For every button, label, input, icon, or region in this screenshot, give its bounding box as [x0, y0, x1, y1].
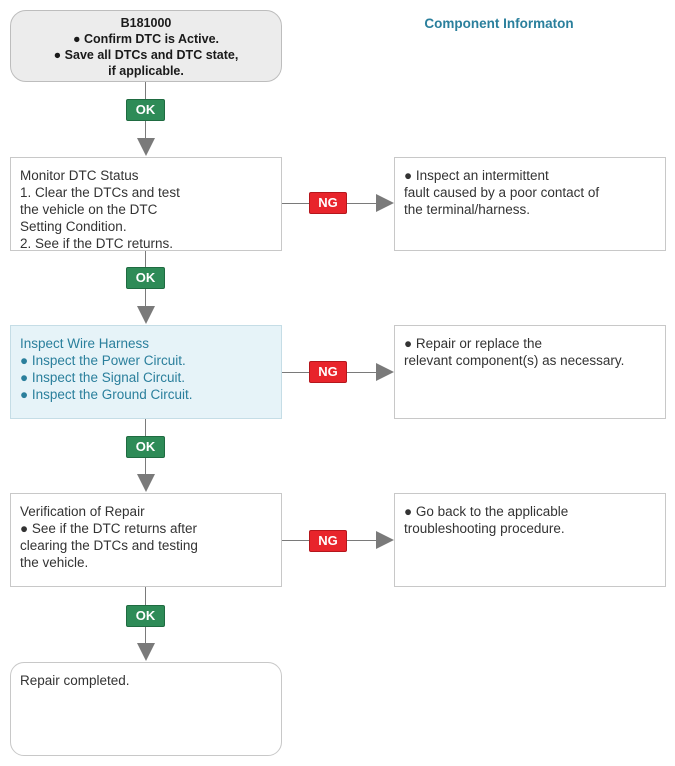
end-box-repair-completed: [10, 662, 282, 756]
start-box: [10, 10, 282, 82]
ng-action-line: relevant component(s) as necessary.: [404, 353, 625, 368]
down-arrow: [137, 643, 155, 661]
right-arrow: [376, 363, 394, 381]
ng-action-box: [394, 325, 666, 419]
ok-badge: OK: [126, 99, 165, 121]
ng-badge: NG: [309, 361, 347, 383]
step-title: Verification of Repair: [20, 504, 145, 519]
step-line: ● See if the DTC returns after: [20, 521, 197, 536]
down-arrow: [137, 138, 155, 156]
step-title: Inspect Wire Harness: [20, 336, 150, 351]
component-information-link[interactable]: Component Informaton: [424, 16, 574, 31]
ok-badge: OK: [126, 436, 165, 458]
ng-action-line: troubleshooting procedure.: [404, 521, 565, 536]
down-arrow: [137, 306, 155, 324]
start-line-applicable: if applicable.: [108, 64, 184, 78]
ng-action-line: fault caused by a poor contact of: [404, 185, 600, 200]
start-line-save: ● Save all DTCs and DTC state,: [53, 48, 239, 62]
step-line: Setting Condition.: [20, 219, 127, 234]
step-line: the vehicle on the DTC: [20, 202, 158, 217]
step-inspect-wire-harness: [10, 325, 282, 419]
step-verification-of-repair: [10, 493, 282, 587]
right-arrow: [376, 194, 394, 212]
step-line: ● Inspect the Power Circuit.: [20, 353, 186, 368]
ng-action-line: ● Inspect an intermittent: [404, 168, 549, 183]
ng-action-box: [394, 493, 666, 587]
step-line: ● Inspect the Signal Circuit.: [20, 370, 185, 385]
ng-badge: NG: [309, 530, 347, 552]
down-arrow: [137, 474, 155, 492]
ng-badge: NG: [309, 192, 347, 214]
right-arrow: [376, 531, 394, 549]
step-line: ● Inspect the Ground Circuit.: [20, 387, 193, 402]
step-line: 1. Clear the DTCs and test: [20, 185, 180, 200]
ok-badge: OK: [126, 605, 165, 627]
dtc-code: B181000: [120, 16, 172, 30]
start-line-confirm: ● Confirm DTC is Active.: [73, 32, 219, 46]
ng-action-line: ● Go back to the applicable: [404, 504, 569, 519]
ng-action-line: the terminal/harness.: [404, 202, 531, 217]
step-line: the vehicle.: [20, 555, 89, 570]
ng-action-line: ● Repair or replace the: [404, 336, 542, 351]
ok-badge: OK: [126, 267, 165, 289]
step-line: clearing the DTCs and testing: [20, 538, 198, 553]
step-line: 2. See if the DTC returns.: [20, 236, 174, 251]
end-line: Repair completed.: [20, 673, 130, 688]
ng-action-box: [394, 157, 666, 251]
step-monitor-dtc-status: [10, 157, 282, 251]
step-title: Monitor DTC Status: [20, 168, 139, 183]
